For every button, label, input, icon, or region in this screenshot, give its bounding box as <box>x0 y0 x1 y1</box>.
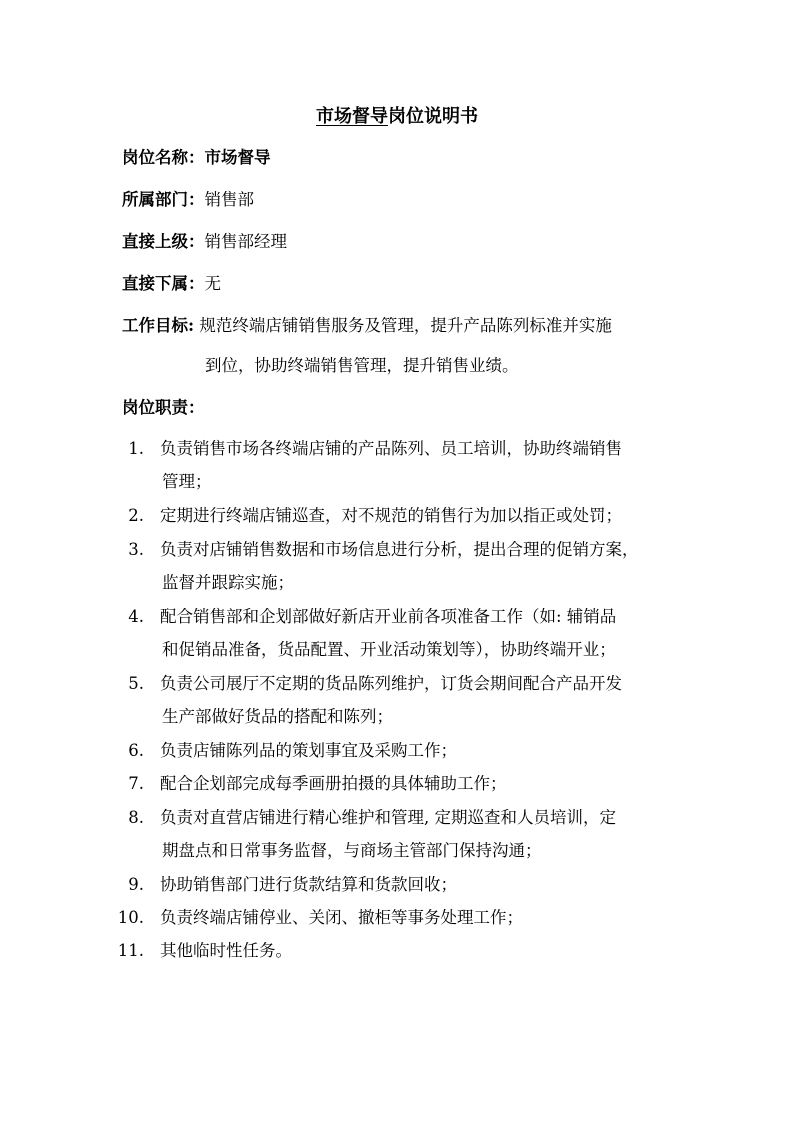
duty-line: 负责公司展厅不定期的货品陈列维护，订货会期间配合产品开发 <box>160 674 622 693</box>
field-goal-line1: 规范终端店铺销售服务及管理，提升产品陈列标准并实施 <box>194 316 612 335</box>
duty-number: 11. <box>117 941 144 960</box>
field-department-value: 销售部 <box>204 190 254 209</box>
duty-line: 其他临时性任务。 <box>160 941 292 960</box>
title-underlined: 市场督导 <box>316 106 388 127</box>
field-duties-label: 岗位职责： <box>122 398 205 417</box>
field-position-label: 岗位名称： <box>122 148 205 167</box>
duty-line: 协助销售部门进行货款结算和货款回收； <box>160 875 457 894</box>
field-subordinate-value: 无 <box>204 274 221 293</box>
field-goal-line2: 到位，协助终端销售管理，提升销售业绩。 <box>205 356 519 375</box>
duty-line-cont: 管理； <box>162 472 212 491</box>
field-subordinate-label: 直接下属： <box>122 274 205 293</box>
duty-line: 负责销售市场各终端店铺的产品陈列、员工培训，协助终端销售 <box>160 439 622 458</box>
duty-line: 负责终端店铺停业、关闭、撤柜等事务处理工作； <box>160 908 523 927</box>
duty-number: 6. <box>128 741 144 760</box>
duty-number: 5. <box>128 674 144 693</box>
field-superior-value: 销售部经理 <box>204 232 287 251</box>
duty-line: 配合企划部完成每季画册拍摄的具体辅助工作； <box>160 774 507 793</box>
field-department <box>122 188 254 212</box>
duty-line-cont: 期盘点和日常事务监督，与商场主管部门保持沟通； <box>162 841 542 860</box>
duty-number: 3. <box>128 540 144 559</box>
duty-number: 4. <box>128 607 144 626</box>
duty-line-cont: 生产部做好货品的搭配和陈列； <box>162 707 393 726</box>
duty-line-cont: 和促销品准备，货品配置、开业活动策划等），协助终端开业； <box>162 640 616 659</box>
duty-line: 负责店铺陈列品的策划事宜及采购工作； <box>160 741 457 760</box>
duty-number: 10. <box>117 908 144 927</box>
duty-line: 配合销售部和企划部做好新店开业前各项准备工作（如: 辅销品 <box>160 607 617 626</box>
duty-number: 9. <box>128 875 144 894</box>
field-department-label: 所属部门： <box>122 190 205 209</box>
duty-number: 1. <box>128 439 144 458</box>
duty-line: 负责对店铺销售数据和市场信息进行分析，提出合理的促销方案， <box>160 540 639 559</box>
field-position-value: 市场督导 <box>204 148 271 167</box>
field-goal <box>122 314 612 338</box>
duty-number: 2. <box>128 506 144 525</box>
title-rest: 岗位说明书 <box>388 106 478 127</box>
field-position <box>122 146 271 170</box>
duty-number: 8. <box>128 808 144 827</box>
field-goal-label: 工作目标: <box>122 316 195 335</box>
field-duties <box>122 396 205 420</box>
duty-number: 7. <box>128 774 144 793</box>
duty-line: 负责对直营店铺进行精心维护和管理, 定期巡查和人员培训，定 <box>160 808 616 827</box>
duty-line: 定期进行终端店铺巡查，对不规范的销售行为加以指正或处罚； <box>160 506 622 525</box>
duty-line-cont: 监督并跟踪实施； <box>162 573 294 592</box>
field-superior-label: 直接上级： <box>122 232 205 251</box>
document-title <box>0 104 794 130</box>
field-superior <box>122 230 287 254</box>
field-subordinate <box>122 272 221 296</box>
